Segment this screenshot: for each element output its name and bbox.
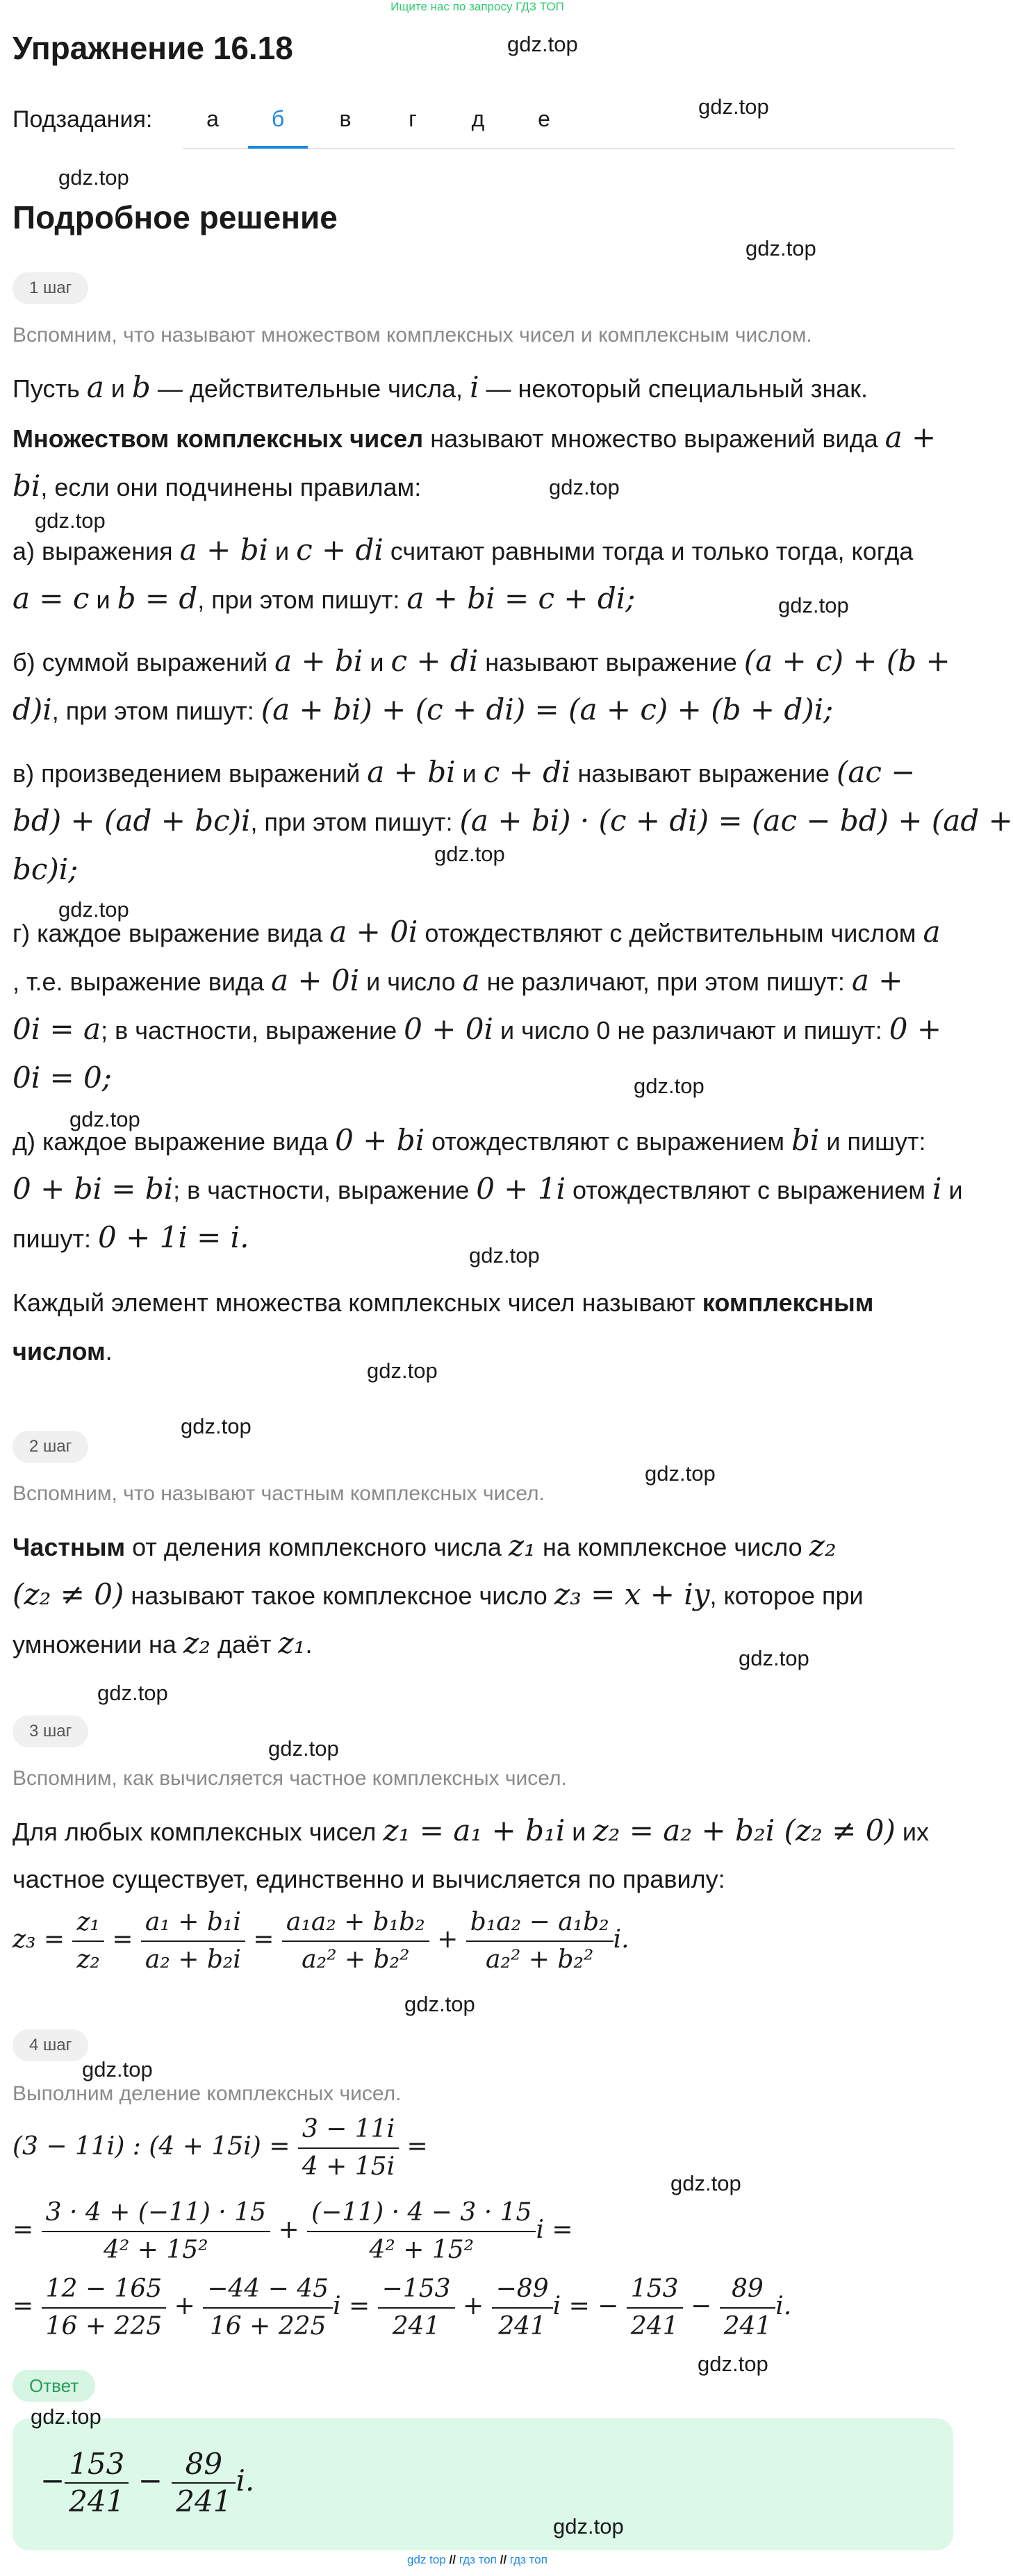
subtask-tabs xyxy=(183,94,955,149)
answer-badge: Ответ xyxy=(13,2370,95,2402)
rule-b-line1: б) суммой выражений a + bi и c + di называют выражение (a + c) + (b + xyxy=(13,644,950,678)
rule-b-line2: d)i, при этом пишут: (a + bi) + (c + di) = (a + c) + (b + d)i; xyxy=(13,692,834,726)
tab-g[interactable]: г xyxy=(409,106,417,131)
rule-a-line2: a = c и b = d, при этом пишут: a + bi = c + di; xyxy=(13,581,636,615)
rule-d-line1: д) каждое выражение вида 0 + bi отождествляют с выражением bi и пишут: xyxy=(13,1123,926,1157)
division-line3: = $\frac{12 - 165}{16 + 225}$ + $\frac{-44 - 45}{16 + 225}$ i = $\frac{-153}{241}$ + $\frac{-89}{241}$ i = − $\frac{153}{241}$ − $\frac{89}{241}$ i. xyxy=(13,2271,791,2345)
watermark: gdz.top xyxy=(434,842,505,866)
search-hint: Ищите нас по запросу ГДЗ ТОП xyxy=(390,0,564,13)
step3-line2: частное существует, единственно и вычисляется по правилу: xyxy=(13,1865,725,1893)
watermark: gdz.top xyxy=(698,2352,768,2376)
step2-line1: Частным от деления комплексного числа z₁ на комплексное число z₂ xyxy=(13,1529,837,1563)
watermark: gdz.top xyxy=(469,1243,540,1268)
step3-line1: Для любых комплексных чисел z₁ = a₁ + b₁i и z₂ = a₂ + b₂i (z₂ ≠ 0) их xyxy=(13,1813,930,1847)
rule-v-line2: bd) + (ad + bc)i, при этом пишут: (a + bi) · (c + di) = (ac − bd) + (ad + xyxy=(13,804,1013,838)
watermark: gdz.top xyxy=(670,2171,741,2195)
step-badge-1: 1 шаг xyxy=(13,272,88,304)
step-hint-2: Вспомним, что называют частным комплексных чисел. xyxy=(13,1482,545,1505)
rule-g-line2: , т.е. выражение вида a + 0i и число a не различают, при этом пишут: a + xyxy=(13,963,903,997)
rule-v-line3: bc)i; xyxy=(13,852,79,886)
tab-v[interactable]: в xyxy=(339,106,352,131)
rule-v-line1: в) произведением выражений a + bi и c + di называют выражение (ac − xyxy=(13,755,916,789)
rule-a-line1: а) выражения a + bi и c + di считают равными тогда и только тогда, когда xyxy=(13,533,914,567)
step2-line2: (z₂ ≠ 0) называют такое комплексное число z₃ = x + iy, которое при xyxy=(13,1577,864,1611)
step-badge-2: 2 шаг xyxy=(13,1431,88,1463)
watermark: gdz.top xyxy=(58,165,129,190)
tab-e[interactable]: е xyxy=(538,106,550,131)
tab-d[interactable]: д xyxy=(471,106,485,131)
watermark: gdz.top xyxy=(82,2057,153,2081)
division-line1: (3 − 11i) : (4 + 15i) = $\frac{3 - 11i}{4 + 15i}$ = xyxy=(13,2111,428,2185)
footer-links: gdz top // гдз топ // гдз топ xyxy=(407,2553,547,2566)
tab-a[interactable]: а xyxy=(206,106,219,131)
watermark: gdz.top xyxy=(58,897,129,922)
quotient-formula: z₃ = $\frac{\text{z₁}}{\text{z₂}}$ = $\frac{\text{a₁ + b₁i}}{\text{a₂ + b₂i}}$ = $\frac{\text{a₁a₂ + b₁b₂}}{\text{a₂² + b₂²}}$ + $\frac{\text{b₁a₂ − a₁b₂}}{\text{a₂² + b₂²}}$ i. xyxy=(13,1904,629,1978)
watermark: gdz.top xyxy=(645,1461,716,1486)
rule-g-line4: 0i = 0; xyxy=(13,1061,112,1095)
watermark: gdz.top xyxy=(698,94,769,119)
active-tab-indicator xyxy=(248,146,308,149)
step1-line3: bi, если они подчинены правилам: xyxy=(13,469,422,503)
definition-line2: числом. xyxy=(13,1337,113,1365)
watermark: gdz.top xyxy=(778,593,849,617)
solution-title: Подробное решение xyxy=(13,199,338,235)
footer-link[interactable]: гдз топ xyxy=(509,2553,547,2566)
watermark: gdz.top xyxy=(404,1992,475,2016)
watermark: gdz.top xyxy=(97,1681,168,1705)
watermark: gdz.top xyxy=(268,1736,339,1761)
tab-b[interactable]: б xyxy=(271,106,285,131)
rule-d-line2: 0 + bi = bi; в частности, выражение 0 + 1i отождествляют с выражением i и xyxy=(13,1172,963,1206)
step-badge-3: 3 шаг xyxy=(13,1715,88,1747)
step-hint-1: Вспомним, что называют множеством комплексных чисел и комплексным числом. xyxy=(13,324,812,347)
footer-link[interactable]: gdz top xyxy=(407,2553,446,2566)
rule-g-line3: 0i = a; в частности, выражение 0 + 0i и число 0 не различают и пишут: 0 + xyxy=(13,1012,942,1046)
footer-link[interactable]: гдз топ xyxy=(459,2553,497,2566)
watermark: gdz.top xyxy=(69,1107,140,1131)
step-hint-4: Выполним деление комплексных чисел. xyxy=(13,2082,402,2105)
answer-value: − $\frac{153}{241}$ − $\frac{89}{241}$ i. xyxy=(40,2447,255,2518)
rule-d-line3: пишут: 0 + 1i = i. xyxy=(13,1220,249,1254)
watermark: gdz.top xyxy=(31,2404,101,2429)
watermark: gdz.top xyxy=(739,1646,809,1670)
watermark: gdz.top xyxy=(507,32,578,56)
subtasks-label: Подзадания: xyxy=(13,106,153,133)
rule-g-line1: г) каждое выражение вида a + 0i отождествляют с действительным числом a xyxy=(13,915,941,949)
definition-line1: Каждый элемент множества комплексных чисел называют комплексным xyxy=(13,1288,874,1317)
step-badge-4: 4 шаг xyxy=(13,2029,88,2061)
division-line2: = $\frac{3 \cdot 4 + (-11) \cdot 15}{\text{4² + 15²}}$ + $\frac{(-11) \cdot 4 - 3 \cdot 15}{\text{4² + 15²}}$ i = xyxy=(13,2195,573,2268)
watermark: gdz.top xyxy=(181,1414,252,1438)
watermark: gdz.top xyxy=(35,508,106,533)
watermark: gdz.top xyxy=(367,1358,438,1383)
step2-line3: умножении на z₂ даёт z₁. xyxy=(13,1626,313,1660)
watermark: gdz.top xyxy=(549,475,620,499)
watermark: gdz.top xyxy=(634,1074,705,1098)
watermark: gdz.top xyxy=(553,2514,624,2538)
step-hint-3: Вспомним, как вычисляется частное комплексных чисел. xyxy=(13,1767,567,1790)
answer-box xyxy=(13,2418,953,2550)
watermark: gdz.top xyxy=(746,236,816,260)
step1-line1: Пусть a и b — действительные числа, i — некоторый специальный знак. xyxy=(13,370,868,404)
page-title: Упражнение 16.18 xyxy=(13,30,293,66)
step1-line2: Множеством комплексных чисел называют множество выражений вида a + xyxy=(13,420,937,454)
